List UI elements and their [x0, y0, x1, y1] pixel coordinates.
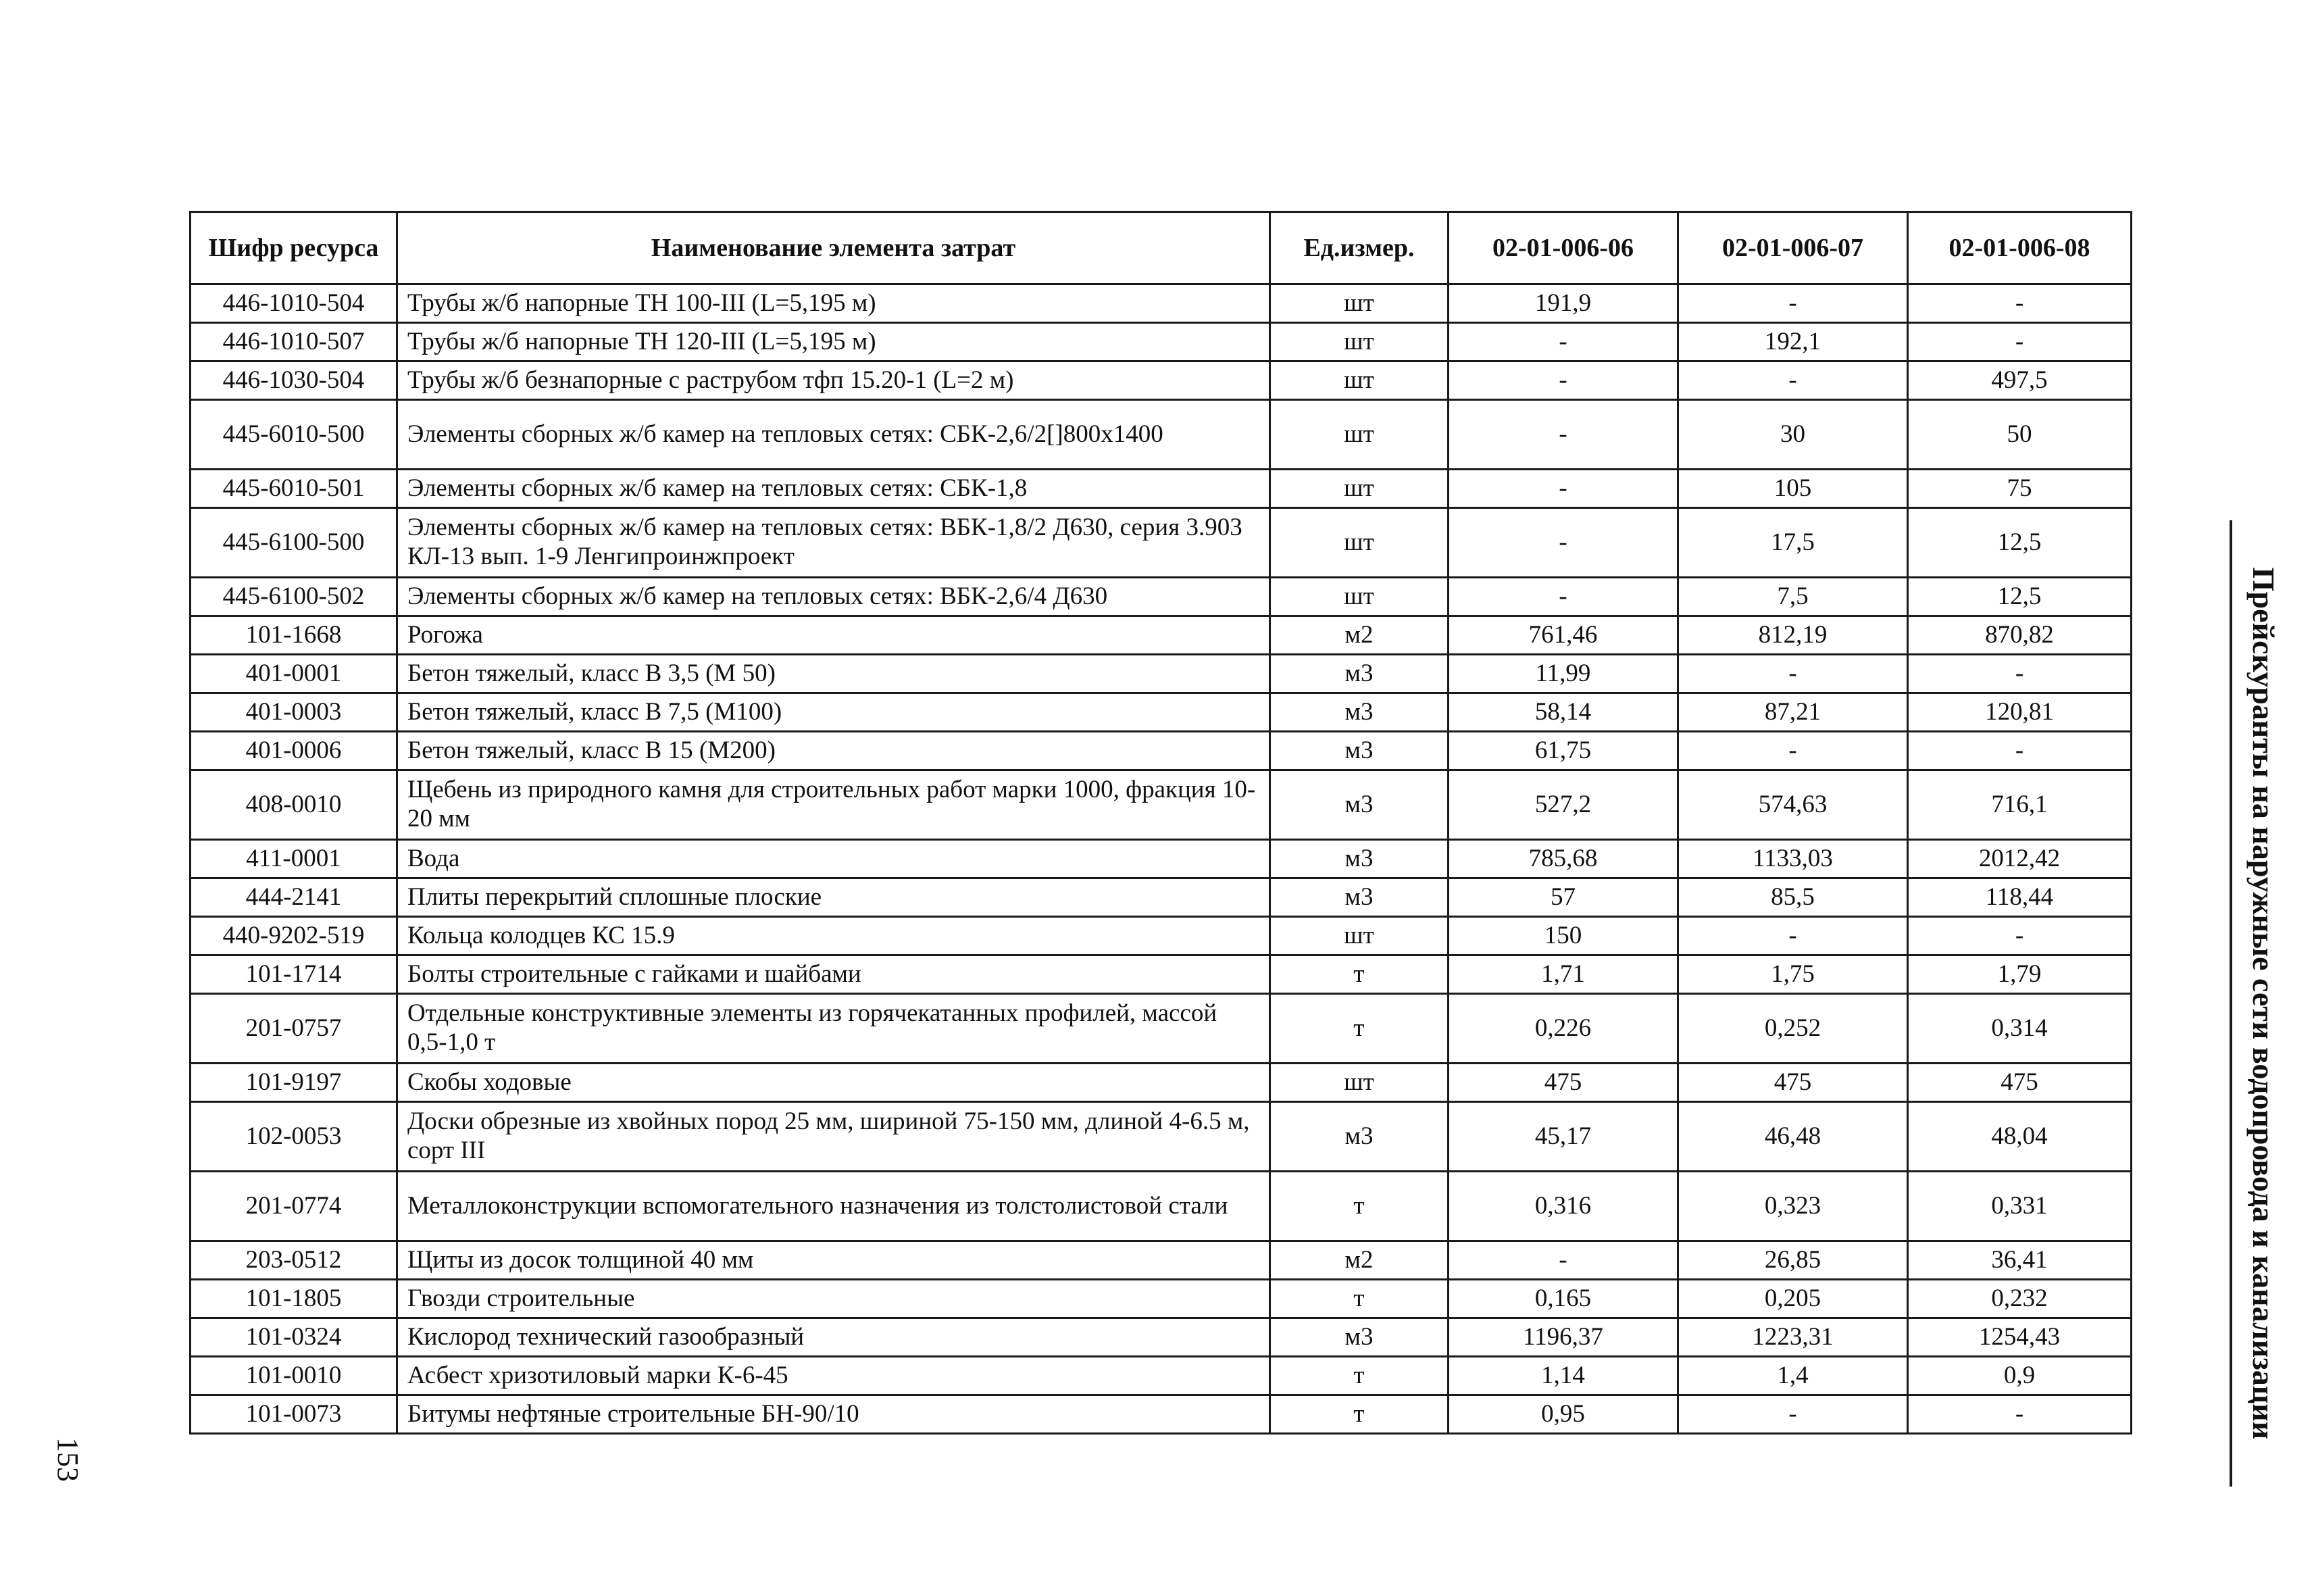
- cell-element-name: Скобы ходовые: [397, 1064, 1270, 1102]
- cell-element-name: Элементы сборных ж/б камер на тепловых сетях: ВБК-2,6/4 Д630: [397, 578, 1270, 616]
- cell-resource-code: 201-0757: [191, 994, 397, 1064]
- cell-unit: м3: [1270, 693, 1449, 732]
- cell-unit: шт: [1270, 284, 1449, 323]
- cell-value-02-01-006-07: -: [1678, 655, 1908, 693]
- cell-unit: м3: [1270, 1318, 1449, 1357]
- cell-value-02-01-006-08: -: [1908, 655, 2132, 693]
- cell-element-name: Гвозди строительные: [397, 1280, 1270, 1318]
- cell-element-name: Металлоконструкции вспомогательного назначения из толстолистовой стали: [397, 1172, 1270, 1241]
- cell-value-02-01-006-08: -: [1908, 917, 2132, 955]
- cell-value-02-01-006-06: 1,71: [1449, 955, 1678, 994]
- cell-element-name: Элементы сборных ж/б камер на тепловых сетях: ВБК-1,8/2 Д630, серия 3.903 КЛ-13 вып. 1-9 Ленгипроинжпроект: [397, 508, 1270, 578]
- cell-element-name: Элементы сборных ж/б камер на тепловых сетях: СБК-2,6/2[]800x1400: [397, 400, 1270, 470]
- cell-resource-code: 203-0512: [191, 1241, 397, 1280]
- table-row: [191, 400, 2132, 470]
- cell-value-02-01-006-06: 475: [1449, 1064, 1678, 1102]
- cell-element-name: Элементы сборных ж/б камер на тепловых сетях: СБК-1,8: [397, 470, 1270, 508]
- cell-value-02-01-006-07: 105: [1678, 470, 1908, 508]
- cell-value-02-01-006-06: 761,46: [1449, 616, 1678, 655]
- cell-value-02-01-006-07: -: [1678, 917, 1908, 955]
- cell-value-02-01-006-06: 61,75: [1449, 732, 1678, 770]
- cell-value-02-01-006-07: -: [1678, 284, 1908, 323]
- cell-unit: шт: [1270, 361, 1449, 400]
- table-row: [191, 693, 2132, 732]
- cell-value-02-01-006-08: 48,04: [1908, 1102, 2132, 1172]
- cell-value-02-01-006-07: 26,85: [1678, 1241, 1908, 1280]
- cell-resource-code: 444-2141: [191, 878, 397, 917]
- cell-element-name: Кислород технический газообразный: [397, 1318, 1270, 1357]
- cell-unit: шт: [1270, 1064, 1449, 1102]
- cell-value-02-01-006-08: -: [1908, 732, 2132, 770]
- cell-resource-code: 445-6010-500: [191, 400, 397, 470]
- cell-unit: м3: [1270, 840, 1449, 878]
- cell-value-02-01-006-08: 12,5: [1908, 508, 2132, 578]
- cell-value-02-01-006-07: 7,5: [1678, 578, 1908, 616]
- cell-value-02-01-006-07: 0,323: [1678, 1172, 1908, 1241]
- table-row: [191, 878, 2132, 917]
- cell-resource-code: 102-0053: [191, 1102, 397, 1172]
- table-row: [191, 284, 2132, 323]
- cell-value-02-01-006-06: 150: [1449, 917, 1678, 955]
- cell-resource-code: 445-6010-501: [191, 470, 397, 508]
- cell-unit: м2: [1270, 616, 1449, 655]
- table-row: [191, 470, 2132, 508]
- table-row: [191, 361, 2132, 400]
- side-running-title: Прейскуранты на наружные сети водопровода и канализации: [2246, 567, 2281, 1440]
- cell-resource-code: 445-6100-500: [191, 508, 397, 578]
- table-row: [191, 1172, 2132, 1241]
- cell-value-02-01-006-06: 45,17: [1449, 1102, 1678, 1172]
- cell-value-02-01-006-08: 475: [1908, 1064, 2132, 1102]
- cell-element-name: Плиты перекрытий сплошные плоские: [397, 878, 1270, 917]
- cell-element-name: Трубы ж/б безнапорные с раструбом тфп 15.20-1 (L=2 м): [397, 361, 1270, 400]
- cell-unit: т: [1270, 994, 1449, 1064]
- table-row: [191, 1357, 2132, 1395]
- cell-value-02-01-006-07: 574,63: [1678, 770, 1908, 840]
- table-row: [191, 323, 2132, 361]
- cell-element-name: Трубы ж/б напорные ТН 120-III (L=5,195 м): [397, 323, 1270, 361]
- header-col2: 02-01-006-07: [1678, 212, 1908, 284]
- cell-resource-code: 401-0001: [191, 655, 397, 693]
- table-row: [191, 655, 2132, 693]
- cell-value-02-01-006-07: 812,19: [1678, 616, 1908, 655]
- cell-unit: шт: [1270, 323, 1449, 361]
- cell-value-02-01-006-06: 57: [1449, 878, 1678, 917]
- cell-value-02-01-006-06: 1,14: [1449, 1357, 1678, 1395]
- cell-unit: м3: [1270, 770, 1449, 840]
- cell-element-name: Бетон тяжелый, класс В 3,5 (М 50): [397, 655, 1270, 693]
- cell-value-02-01-006-06: 11,99: [1449, 655, 1678, 693]
- cell-resource-code: 201-0774: [191, 1172, 397, 1241]
- cell-resource-code: 101-1714: [191, 955, 397, 994]
- cell-unit: м3: [1270, 732, 1449, 770]
- cell-value-02-01-006-06: -: [1449, 470, 1678, 508]
- cell-value-02-01-006-08: 75: [1908, 470, 2132, 508]
- table-row: [191, 1102, 2132, 1172]
- table-header-row: [191, 212, 2132, 284]
- cell-value-02-01-006-08: 36,41: [1908, 1241, 2132, 1280]
- cell-value-02-01-006-07: 1133,03: [1678, 840, 1908, 878]
- cell-value-02-01-006-06: -: [1449, 361, 1678, 400]
- cell-resource-code: 101-0324: [191, 1318, 397, 1357]
- cell-unit: т: [1270, 1280, 1449, 1318]
- cell-unit: шт: [1270, 508, 1449, 578]
- cell-unit: т: [1270, 1395, 1449, 1434]
- cell-value-02-01-006-07: 46,48: [1678, 1102, 1908, 1172]
- table-row: [191, 994, 2132, 1064]
- cell-resource-code: 401-0006: [191, 732, 397, 770]
- cell-unit: м3: [1270, 878, 1449, 917]
- cell-value-02-01-006-07: -: [1678, 1395, 1908, 1434]
- cell-unit: т: [1270, 1357, 1449, 1395]
- cell-value-02-01-006-07: 192,1: [1678, 323, 1908, 361]
- cell-value-02-01-006-06: -: [1449, 323, 1678, 361]
- cell-element-name: Бетон тяжелый, класс В 15 (М200): [397, 732, 1270, 770]
- cell-element-name: Кольца колодцев КС 15.9: [397, 917, 1270, 955]
- cell-resource-code: 101-1805: [191, 1280, 397, 1318]
- cell-value-02-01-006-08: 1254,43: [1908, 1318, 2132, 1357]
- cell-unit: шт: [1270, 578, 1449, 616]
- cell-value-02-01-006-08: 0,232: [1908, 1280, 2132, 1318]
- cell-value-02-01-006-07: 1,75: [1678, 955, 1908, 994]
- cell-value-02-01-006-08: 12,5: [1908, 578, 2132, 616]
- cell-unit: м3: [1270, 1102, 1449, 1172]
- page-number: 153: [51, 1437, 84, 1482]
- cell-value-02-01-006-06: 0,165: [1449, 1280, 1678, 1318]
- table-row: [191, 1064, 2132, 1102]
- cell-value-02-01-006-06: -: [1449, 578, 1678, 616]
- cell-value-02-01-006-07: 475: [1678, 1064, 1908, 1102]
- cell-value-02-01-006-06: 785,68: [1449, 840, 1678, 878]
- cell-unit: шт: [1270, 917, 1449, 955]
- cell-resource-code: 101-1668: [191, 616, 397, 655]
- cell-resource-code: 401-0003: [191, 693, 397, 732]
- cell-resource-code: 446-1030-504: [191, 361, 397, 400]
- cell-value-02-01-006-08: 0,314: [1908, 994, 2132, 1064]
- table-row: [191, 840, 2132, 878]
- cell-value-02-01-006-06: 58,14: [1449, 693, 1678, 732]
- cell-resource-code: 101-0010: [191, 1357, 397, 1395]
- cell-value-02-01-006-06: -: [1449, 400, 1678, 470]
- cell-value-02-01-006-08: -: [1908, 284, 2132, 323]
- header-name: Наименование элемента затрат: [397, 212, 1270, 284]
- cell-value-02-01-006-06: 0,316: [1449, 1172, 1678, 1241]
- cell-value-02-01-006-08: -: [1908, 323, 2132, 361]
- cell-unit: шт: [1270, 470, 1449, 508]
- table-row: [191, 770, 2132, 840]
- cell-element-name: Асбест хризотиловый марки К-6-45: [397, 1357, 1270, 1395]
- resource-table: [189, 211, 2132, 1435]
- table-row: [191, 1241, 2132, 1280]
- cell-value-02-01-006-06: -: [1449, 1241, 1678, 1280]
- cell-unit: м2: [1270, 1241, 1449, 1280]
- table-row: [191, 1395, 2132, 1434]
- cell-element-name: Бетон тяжелый, класс В 7,5 (М100): [397, 693, 1270, 732]
- cell-resource-code: 440-9202-519: [191, 917, 397, 955]
- cell-value-02-01-006-06: -: [1449, 508, 1678, 578]
- table-row: [191, 732, 2132, 770]
- table-row: [191, 508, 2132, 578]
- cell-value-02-01-006-06: 527,2: [1449, 770, 1678, 840]
- cell-value-02-01-006-08: 2012,42: [1908, 840, 2132, 878]
- cell-element-name: Трубы ж/б напорные ТН 100-III (L=5,195 м): [397, 284, 1270, 323]
- cell-resource-code: 411-0001: [191, 840, 397, 878]
- cell-value-02-01-006-06: 0,226: [1449, 994, 1678, 1064]
- table-row: [191, 955, 2132, 994]
- header-code: Шифр ресурса: [191, 212, 397, 284]
- cell-element-name: Щиты из досок толщиной 40 мм: [397, 1241, 1270, 1280]
- cell-value-02-01-006-08: 1,79: [1908, 955, 2132, 994]
- cell-unit: м3: [1270, 655, 1449, 693]
- cell-value-02-01-006-08: 50: [1908, 400, 2132, 470]
- cell-value-02-01-006-08: 0,9: [1908, 1357, 2132, 1395]
- cell-value-02-01-006-07: 30: [1678, 400, 1908, 470]
- cell-value-02-01-006-07: 1,4: [1678, 1357, 1908, 1395]
- cell-value-02-01-006-08: 870,82: [1908, 616, 2132, 655]
- header-col3: 02-01-006-08: [1908, 212, 2132, 284]
- cell-element-name: Вода: [397, 840, 1270, 878]
- cell-value-02-01-006-08: 118,44: [1908, 878, 2132, 917]
- cell-value-02-01-006-07: 87,21: [1678, 693, 1908, 732]
- cell-value-02-01-006-07: 0,205: [1678, 1280, 1908, 1318]
- cell-resource-code: 101-0073: [191, 1395, 397, 1434]
- side-divider-line: [2230, 520, 2232, 1487]
- cell-resource-code: 408-0010: [191, 770, 397, 840]
- header-unit: Ед.измер.: [1270, 212, 1449, 284]
- cell-value-02-01-006-08: 497,5: [1908, 361, 2132, 400]
- cell-resource-code: 446-1010-504: [191, 284, 397, 323]
- cell-value-02-01-006-06: 1196,37: [1449, 1318, 1678, 1357]
- table-row: [191, 1280, 2132, 1318]
- table-row: [191, 917, 2132, 955]
- cell-unit: шт: [1270, 400, 1449, 470]
- cell-resource-code: 101-9197: [191, 1064, 397, 1102]
- table-row: [191, 1318, 2132, 1357]
- table-body: [191, 284, 2132, 1434]
- cell-value-02-01-006-07: -: [1678, 361, 1908, 400]
- cell-value-02-01-006-06: 191,9: [1449, 284, 1678, 323]
- cell-element-name: Отдельные конструктивные элементы из горячекатанных профилей, массой 0,5-1,0 т: [397, 994, 1270, 1064]
- cell-resource-code: 446-1010-507: [191, 323, 397, 361]
- table-row: [191, 578, 2132, 616]
- cell-element-name: Битумы нефтяные строительные БН-90/10: [397, 1395, 1270, 1434]
- cell-resource-code: 445-6100-502: [191, 578, 397, 616]
- cell-value-02-01-006-08: 0,331: [1908, 1172, 2132, 1241]
- cell-value-02-01-006-08: 120,81: [1908, 693, 2132, 732]
- header-col1: 02-01-006-06: [1449, 212, 1678, 284]
- cell-value-02-01-006-07: -: [1678, 732, 1908, 770]
- table-row: [191, 616, 2132, 655]
- cell-unit: т: [1270, 1172, 1449, 1241]
- cell-element-name: Щебень из природного камня для строительных работ марки 1000, фракция 10-20 мм: [397, 770, 1270, 840]
- cell-element-name: Болты строительные с гайками и шайбами: [397, 955, 1270, 994]
- cell-value-02-01-006-07: 17,5: [1678, 508, 1908, 578]
- cell-element-name: Рогожа: [397, 616, 1270, 655]
- cell-value-02-01-006-08: -: [1908, 1395, 2132, 1434]
- cell-unit: т: [1270, 955, 1449, 994]
- cell-value-02-01-006-07: 85,5: [1678, 878, 1908, 917]
- cell-value-02-01-006-06: 0,95: [1449, 1395, 1678, 1434]
- cell-value-02-01-006-07: 0,252: [1678, 994, 1908, 1064]
- cell-value-02-01-006-08: 716,1: [1908, 770, 2132, 840]
- cell-value-02-01-006-07: 1223,31: [1678, 1318, 1908, 1357]
- cell-element-name: Доски обрезные из хвойных пород 25 мм, шириной 75-150 мм, длиной 4-6.5 м, сорт III: [397, 1102, 1270, 1172]
